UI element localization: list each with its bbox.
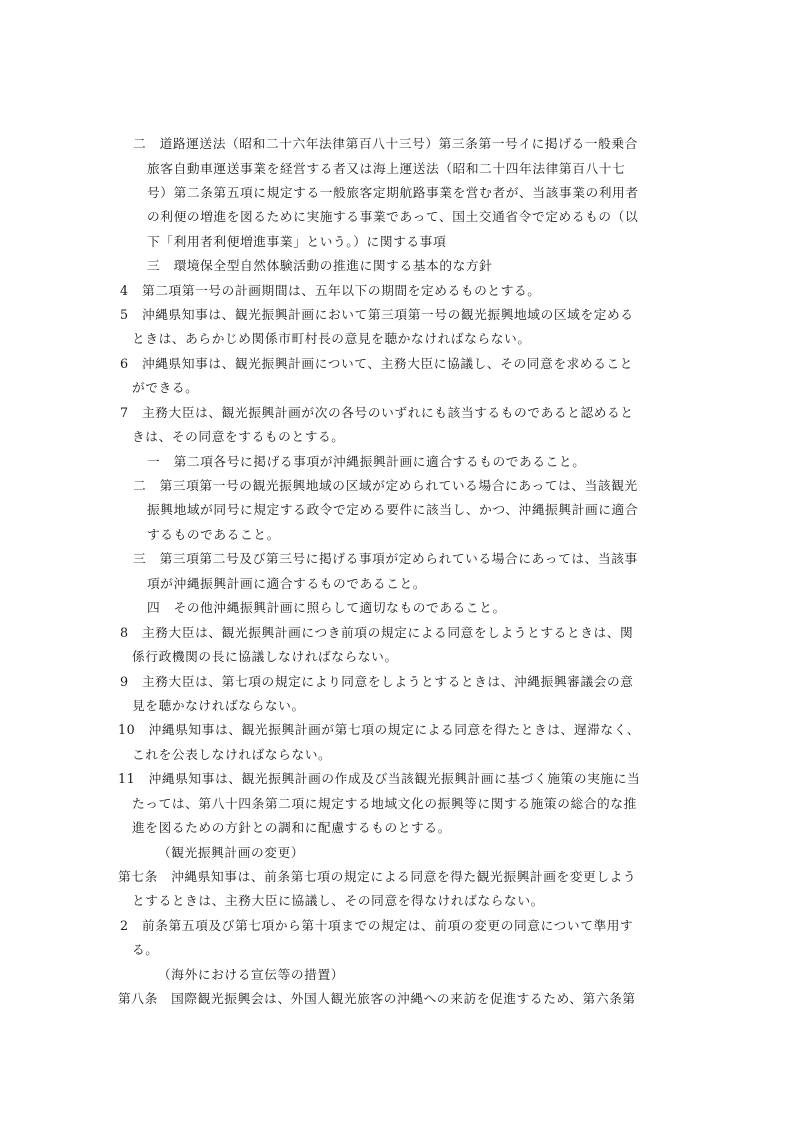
- item-line: の利便の増進を図るために実施する事業であって、国土交通省令で定めるもの（以: [147, 209, 639, 224]
- article-caption: （海外における宣伝等の措置）: [158, 967, 345, 982]
- item-line: 項が沖縄振興計画に適合するものであること。: [147, 576, 427, 591]
- paragraph-line: 2 前条第五項及び第七項から第十項までの規定は、前項の変更の同意について準用す: [120, 918, 634, 933]
- paragraph-line: 4 第二項第一号の計画期間は、五年以下の期間を定めるものとする。: [120, 283, 541, 298]
- paragraph-line: る。: [132, 942, 159, 957]
- paragraph-line: ができる。: [132, 380, 199, 395]
- item-line: 下「利用者利便増進事業」という。）に関する事項: [147, 234, 447, 249]
- paragraph-line: たっては、第八十四条第二項に規定する地域文化の振興等に関する施策の総合的な推: [132, 796, 637, 811]
- paragraph-line: これを公表しなければならない。: [132, 747, 332, 762]
- paragraph-line: きは、その同意をするものとする。: [132, 429, 345, 444]
- paragraph-line: 係行政機関の長に協議しなければならない。: [132, 649, 398, 664]
- paragraph-line: 見を聴かなければならない。: [132, 698, 305, 713]
- paragraph-line: 5 沖縄県知事は、観光振興計画において第三項第一号の観光振興地域の区域を定める: [120, 307, 634, 322]
- item-line: 二 道路運送法（昭和二十六年法律第百八十三号）第三条第一号イに掲げる一般乗合: [133, 136, 638, 151]
- paragraph-line: 11 沖縄県知事は、観光振興計画の作成及び当該観光振興計画に基づく施策の実施に当: [118, 771, 641, 786]
- article-caption: （観光振興計画の変更）: [158, 845, 305, 860]
- item-line: 号）第二条第五項に規定する一般旅客定期航路事業を営む者が、当該事業の利用者: [147, 185, 639, 200]
- item-line: 三 環境保全型自然体験活動の推進に関する基本的な方針: [147, 258, 493, 273]
- item-line: 振興地域が同号に規定する政令で定める要件に該当し、かつ、沖縄振興計画に適合: [147, 502, 639, 517]
- item-line: するものであること。: [147, 527, 280, 542]
- item-line: 三 第三項第二号及び第三号に掲げる事項が定められている場合にあっては、当該事: [133, 551, 638, 566]
- paragraph-line: ときは、あらかじめ関係市町村長の意見を聴かなければならない。: [132, 331, 531, 346]
- article-line: 第七条 沖縄県知事は、前条第七項の規定による同意を得た観光振興計画を変更しよう: [118, 869, 637, 884]
- item-line: 四 その他沖縄振興計画に照らして適切なものであること。: [147, 600, 506, 615]
- paragraph-line: 9 主務大臣は、第七項の規定により同意をしようとするときは、沖縄振興審議会の意: [120, 674, 634, 689]
- article-line: 第八条 国際観光振興会は、外国人観光旅客の沖縄への来訪を促進するため、第六条第: [118, 991, 636, 1006]
- item-line: 二 第三項第一号の観光振興地域の区域が定められている場合にあっては、当該観光: [133, 478, 638, 493]
- paragraph-line: 6 沖縄県知事は、観光振興計画について、主務大臣に協議し、その同意を求めること: [120, 356, 634, 371]
- item-line: 一 第二項各号に掲げる事項が沖縄振興計画に適合するものであること。: [147, 454, 586, 469]
- paragraph-line: 10 沖縄県知事は、観光振興計画が第七項の規定による同意を得たときは、遅滞なく、: [118, 722, 641, 737]
- paragraph-line: 8 主務大臣は、観光振興計画につき前項の規定による同意をしようとするときは、関: [120, 625, 634, 640]
- item-line: 旅客自動車運送事業を経営する者又は海上運送法（昭和二十四年法律第百八十七: [147, 161, 626, 176]
- article-line: とするときは、主務大臣に協議し、その同意を得なければならない。: [132, 893, 544, 908]
- paragraph-line: 進を図るための方針との調和に配慮するものとする。: [132, 820, 451, 835]
- paragraph-line: 7 主務大臣は、観光振興計画が次の各号のいずれにも該当するものであると認めると: [120, 405, 634, 420]
